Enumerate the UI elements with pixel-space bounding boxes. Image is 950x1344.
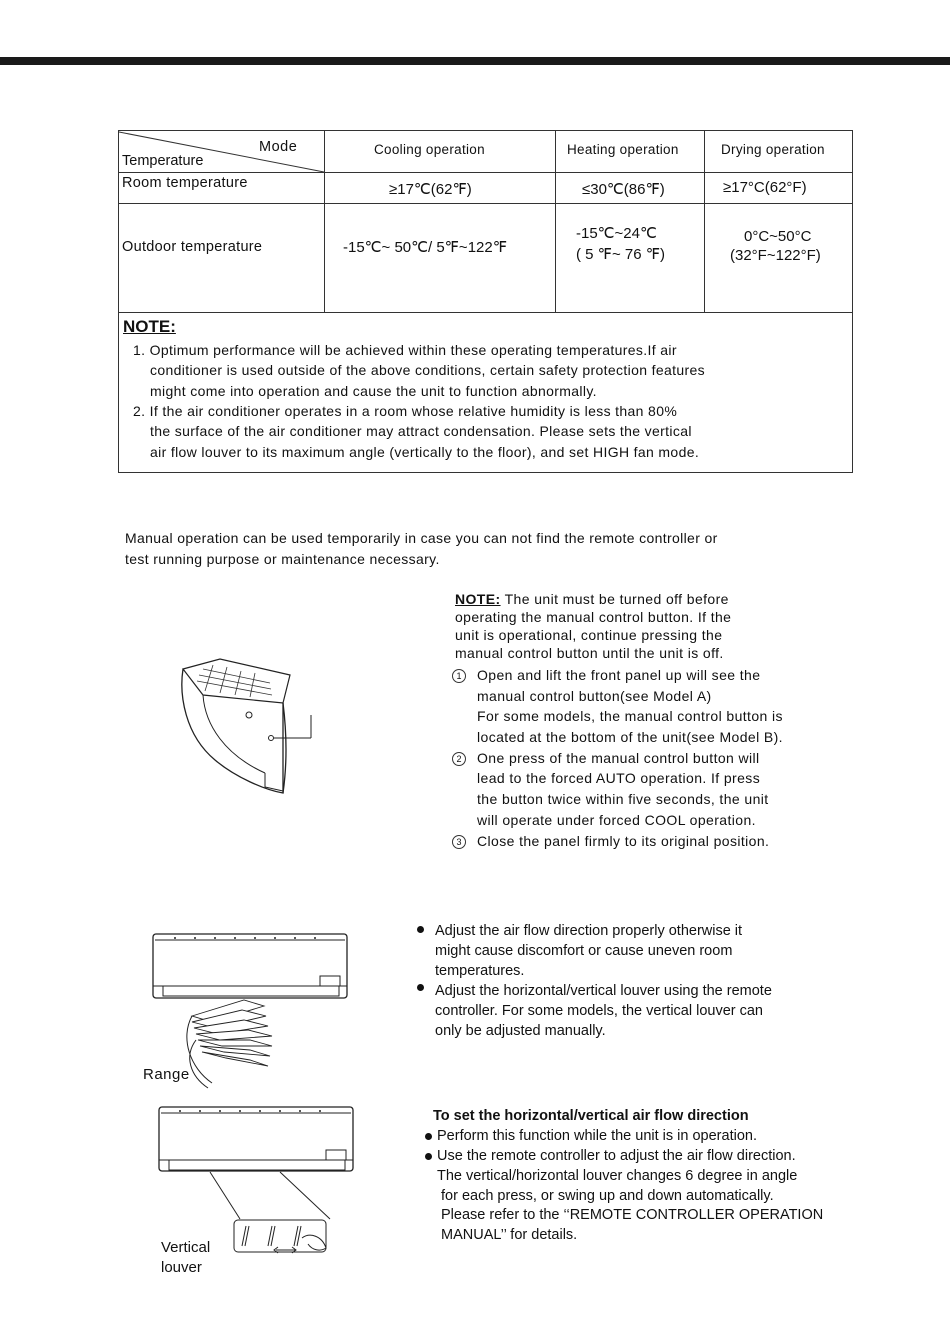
step-line: located at the bottom of the unit(see Model B).	[477, 729, 783, 745]
set-line: Please refer to the ‘‘REMOTE CONTROLLER OPERATION	[441, 1207, 824, 1223]
operating-temperature-table	[118, 130, 853, 473]
header-heating: Heating operation	[567, 142, 679, 157]
top-rule	[0, 57, 950, 65]
airflow-bullet-line: controller. For some models, the vertical louver can	[435, 1003, 763, 1019]
table-note-line: might come into operation and cause the unit to function abnormally.	[150, 383, 597, 399]
step-line: manual control button(see Model A)	[477, 688, 712, 704]
manual-note-title: NOTE:	[455, 591, 501, 607]
manual-note-line: manual control button until the unit is off.	[455, 645, 724, 661]
step-number-1: 1	[452, 669, 466, 683]
range-label: Range	[143, 1066, 190, 1083]
step-number-3: 3	[452, 835, 466, 849]
set-direction-title: To set the horizontal/vertical air flow direction	[433, 1108, 749, 1124]
col-divider	[704, 131, 705, 312]
step-line: the button twice within five seconds, the unit	[477, 791, 769, 807]
bullet-icon	[417, 926, 424, 933]
table-note-line: 1. Optimum performance will be achieved within these operating temperatures.If air	[133, 342, 677, 358]
bullet-icon	[425, 1153, 432, 1160]
room-drying-value: ≥17°C(62°F)	[723, 179, 807, 196]
set-line: for each press, or swing up and down automatically.	[441, 1188, 774, 1204]
outdoor-drying-value-line1: 0°C~50°C	[744, 228, 812, 245]
set-line: The vertical/horizontal louver changes 6 degree in angle	[437, 1168, 798, 1184]
airflow-bullet-line: only be adjusted manually.	[435, 1023, 606, 1039]
outdoor-drying-value-line2: (32°F~122°F)	[730, 247, 821, 264]
header-mode: Mode	[259, 139, 298, 155]
set-line: MANUAL’’ for details.	[441, 1227, 578, 1243]
bullet-icon	[417, 984, 424, 991]
header-cooling: Cooling operation	[374, 142, 485, 157]
row-divider	[119, 203, 852, 204]
outdoor-heating-value-line1: -15℃~24℃	[576, 225, 657, 242]
outdoor-heating-value-line2: ( 5 ℉~ 76 ℉)	[576, 246, 665, 263]
vertical-louver-label-line2: louver	[161, 1259, 202, 1276]
step-line: Close the panel firmly to its original position.	[477, 833, 770, 849]
step-line: One press of the manual control button will	[477, 750, 760, 766]
table-note-line: air flow louver to its maximum angle (vertically to the floor), and set HIGH fan mode.	[150, 444, 700, 460]
outdoor-temperature-label: Outdoor temperature	[122, 239, 263, 255]
step-line: For some models, the manual control button is	[477, 708, 783, 724]
airflow-bullet-line: Adjust the horizontal/vertical louver using the remote	[435, 983, 772, 999]
manual-note-line: unit is operational, continue pressing the	[455, 627, 723, 643]
manual-note-line: operating the manual control button. If the	[455, 609, 732, 625]
manual-intro-line: test running purpose or maintenance necessary.	[125, 551, 440, 567]
room-cooling-value: ≥17℃(62℉)	[389, 181, 472, 198]
indoor-unit-side-illustration	[175, 655, 320, 795]
airflow-bullet-line: Adjust the air flow direction properly otherwise it	[435, 923, 743, 939]
table-note-line: conditioner is used outside of the above conditions, certain safety protection features	[150, 362, 705, 378]
col-divider	[555, 131, 556, 312]
step-line: will operate under forced COOL operation.	[477, 812, 756, 828]
outdoor-cooling-value: -15℃~ 50℃/ 5℉~122℉	[343, 239, 507, 256]
bullet-icon	[425, 1133, 432, 1140]
table-note-line: 2. If the air conditioner operates in a room whose relative humidity is less than 80%	[133, 403, 678, 419]
table-note-title: NOTE:	[123, 317, 176, 336]
header-drying: Drying operation	[721, 142, 825, 157]
step-line: Open and lift the front panel up will see the	[477, 667, 761, 683]
step-line: lead to the forced AUTO operation. If press	[477, 770, 761, 786]
airflow-bullet-line: temperatures.	[435, 963, 525, 979]
row-divider	[119, 312, 852, 313]
step-number-2: 2	[452, 752, 466, 766]
room-temperature-label: Room temperature	[122, 175, 248, 191]
manual-note	[455, 591, 729, 607]
airflow-bullet-line: might cause discomfort or cause uneven room	[435, 943, 733, 959]
manual-note-line: The unit must be turned off before	[504, 591, 729, 607]
room-heating-value: ≤30℃(86℉)	[582, 181, 665, 198]
header-temperature: Temperature	[122, 153, 204, 169]
set-bullet-line: Perform this function while the unit is in operation.	[437, 1128, 757, 1144]
vertical-louver-label-line1: Vertical	[161, 1239, 211, 1256]
table-note-line: the surface of the air conditioner may attract condensation. Please sets the vertical	[150, 423, 692, 439]
manual-intro-line: Manual operation can be used temporarily in case you can not find the remote controller or	[125, 530, 718, 546]
set-bullet-line: Use the remote controller to adjust the air flow direction.	[437, 1148, 796, 1164]
